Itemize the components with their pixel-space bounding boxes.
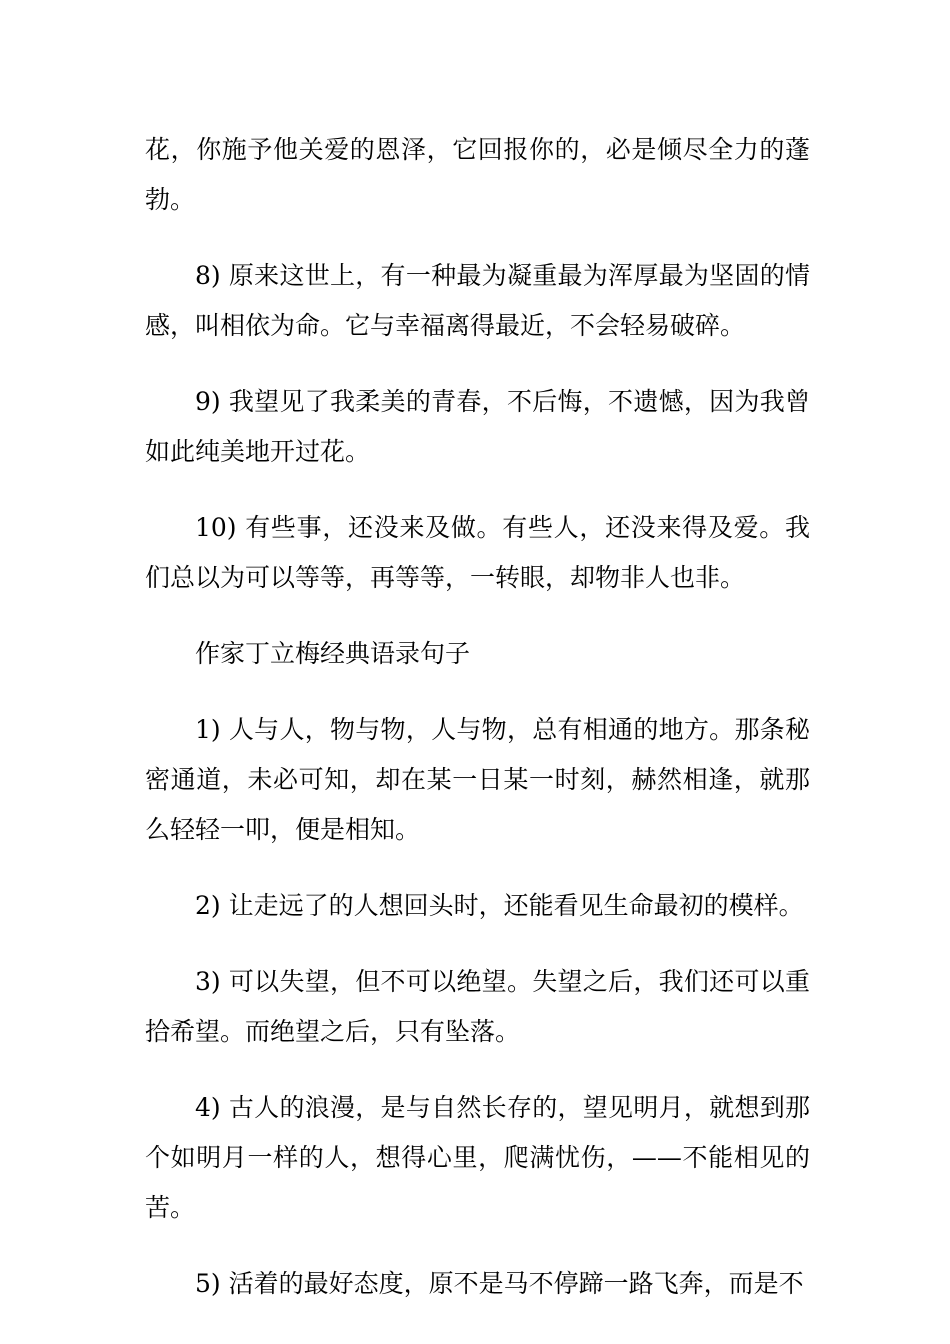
paragraph-quote-9: 9) 我望见了我柔美的青春，不后悔，不遗憾，因为我曾如此纯美地开过花。: [145, 387, 810, 466]
paragraph-quote-2: 2) 让走远了的人想回头时，还能看见生命最初的模样。: [195, 891, 804, 920]
paragraph-quote-1: 1) 人与人，物与物，人与物，总有相通的地方。那条秘密通道，未必可知，却在某一日某一时刻，赫然相逢，就那么轻轻一叩，便是相知。: [145, 715, 810, 844]
paragraph-quote-3: 3) 可以失望，但不可以绝望。失望之后，我们还可以重拾希望。而绝望之后，只有坠落。: [145, 967, 810, 1046]
paragraph-continuation: 花，你施予他关爱的恩泽，它回报你的，必是倾尽全力的蓬勃。: [145, 135, 810, 214]
paragraph-quote-5: 5) 活着的最好态度，原不是马不停蹄一路飞奔，而是不: [195, 1269, 804, 1298]
document-page: [145, 125, 810, 1335]
paragraph-quote-10: 10) 有些事，还没来及做。有些人，还没来得及爱。我们总以为可以等等，再等等，一转眼，却物非人也非。: [145, 513, 810, 592]
paragraph-quote-4: 4) 古人的浪漫，是与自然长存的，望见明月，就想到那个如明月一样的人，想得心里，爬满忧伤，——不能相见的苦。: [145, 1093, 810, 1222]
section-heading: 作家丁立梅经典语录句子: [195, 639, 471, 668]
paragraph-quote-8: 8) 原来这世上，有一种最为凝重最为浑厚最为坚固的情感，叫相依为命。它与幸福离得最近，不会轻易破碎。: [145, 261, 810, 340]
